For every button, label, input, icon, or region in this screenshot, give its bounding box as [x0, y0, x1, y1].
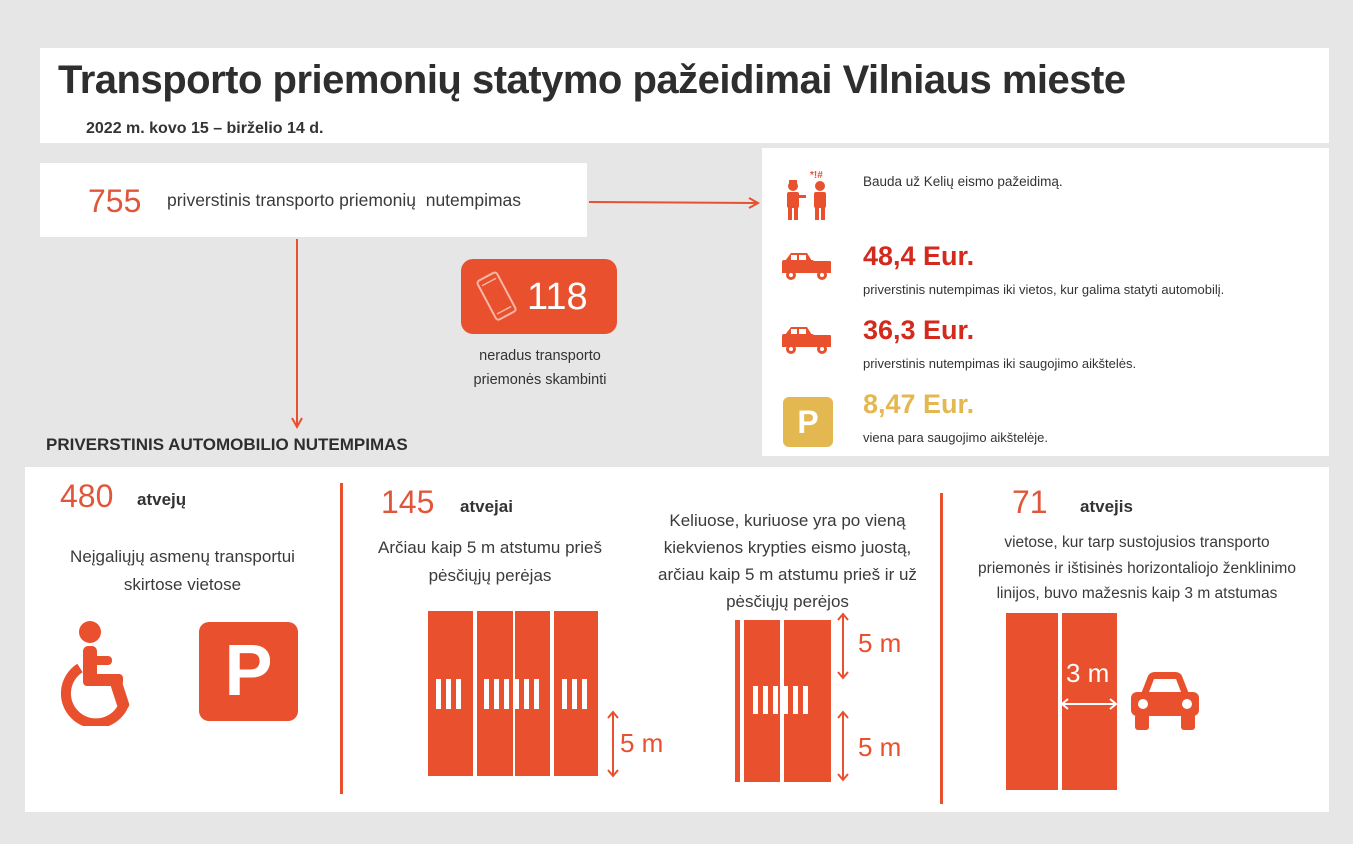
single-lane-line1: Keliuose, kuriuose yra po vieną: [669, 511, 906, 530]
panel-divider: [340, 483, 343, 794]
single-lane-line3: arčiau kaip 5 m atstumu prieš ir už: [658, 565, 917, 584]
distance-arrow-icon: [605, 710, 621, 778]
fine-amount-3: 8,47 Eur.: [863, 389, 975, 419]
disabled-description: [40, 543, 325, 599]
calls-label-line1: neradus transporto: [479, 348, 601, 364]
parking-sign-icon: [199, 622, 298, 721]
line-distance-line1: vietose, kur tarp sustojusios transporto: [1004, 534, 1270, 551]
crossing-description: [350, 534, 630, 590]
arrow-down-icon: [289, 237, 305, 431]
crossing-line2: pėsčiųjų perėjas: [428, 566, 552, 585]
disabled-line1: Neįgaliųjų asmenų transportui: [70, 547, 295, 566]
panel-divider: [940, 493, 943, 804]
tow-truck-icon: [781, 321, 833, 355]
disabled-count: 480: [60, 478, 114, 514]
fine-amount-1: 48,4 Eur.: [863, 241, 975, 271]
parking-sign-icon: [783, 397, 833, 447]
fine-description-2: priverstinis nutempimas iki saugojimo aikštelės.: [863, 356, 1137, 371]
towing-total-label: priverstinis transporto priemonių nutempimas: [167, 190, 522, 210]
calls-label: [440, 344, 640, 392]
fine-description-1: priverstinis nutempimas iki vietos, kur galima statyti automobilį.: [863, 282, 1225, 297]
calls-badge: [461, 259, 617, 334]
distance-arrow-icon: [1060, 696, 1120, 712]
distance-arrow-icon: [835, 710, 851, 782]
traffic-officer-icon: [780, 168, 836, 222]
distance-arrow-icon: [835, 612, 851, 680]
crossing-line1: Arčiau kaip 5 m atstumu prieš: [378, 538, 602, 557]
parking-sign-letter: P: [797, 404, 819, 440]
fine-description-3: viena para saugojimo aikštelėje.: [863, 430, 1048, 445]
page-title: Transporto priemonių statymo pažeidimai Vilniaus mieste: [58, 58, 1126, 102]
wheelchair-icon: [58, 620, 144, 726]
calls-value: 118: [527, 276, 588, 318]
phone-icon: [475, 268, 519, 326]
arrow-right-icon: [587, 195, 763, 211]
fines-header: Bauda už Kelių eismo pažeidimą.: [863, 174, 1063, 189]
single-lane-line4: pėsčiųjų perėjos: [726, 592, 849, 611]
line-distance-unit: atvejis: [1080, 497, 1133, 516]
tow-truck-icon: [781, 247, 833, 281]
crossing-count: 145: [381, 484, 435, 520]
single-lane-road-illustration: [735, 620, 831, 782]
fines-panel: [762, 148, 1329, 456]
single-lane-line2: kiekvienos krypties eismo juostą,: [663, 538, 912, 557]
parking-sign-letter: P: [224, 631, 273, 711]
single-lane-distance-top: 5 m: [858, 628, 902, 658]
fine-amount-2: 36,3 Eur.: [863, 315, 975, 345]
single-lane-description: [640, 507, 935, 615]
line-distance-line3: linijos, buvo mažesnis kaip 3 m atstumas: [996, 585, 1278, 602]
line-distance-description: [950, 530, 1324, 607]
section-heading: PRIVERSTINIS AUTOMOBILIO NUTEMPIMAS: [46, 435, 408, 454]
calls-label-line2: priemonės skambinti: [473, 372, 607, 388]
car-icon: [1129, 670, 1201, 732]
line-distance-count: 71: [1012, 484, 1048, 520]
line-distance-label: 3 m: [1066, 658, 1110, 688]
single-lane-distance-bottom: 5 m: [858, 732, 902, 762]
towing-total-value: 755: [88, 183, 142, 219]
disabled-unit: atvejų: [137, 490, 187, 509]
svg-text:*!#: *!#: [810, 170, 823, 181]
disabled-line2: skirtose vietose: [123, 575, 242, 594]
crossing-distance-label: 5 m: [620, 728, 664, 758]
crosswalk-road-illustration: [428, 611, 598, 776]
line-distance-line2: priemonės ir ištisinės horizontaliojo ženklinimo: [978, 559, 1296, 577]
page-subtitle: 2022 m. kovo 15 – birželio 14 d.: [86, 120, 324, 137]
crossing-unit: atvejai: [460, 497, 513, 516]
